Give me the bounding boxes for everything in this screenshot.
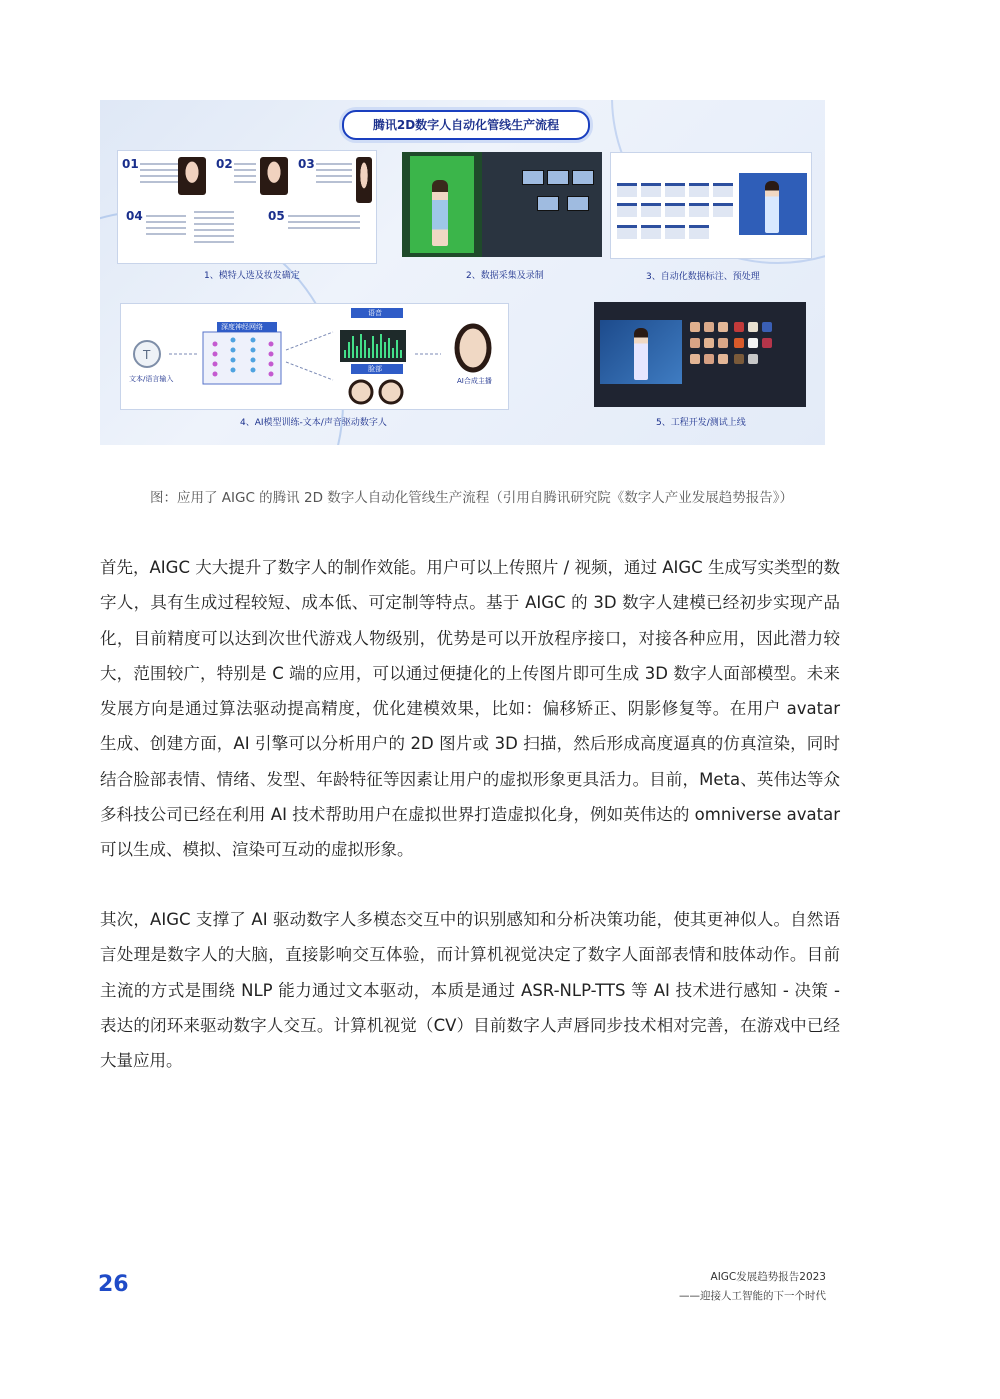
step-label: 1、模特人选及妆发确定 (204, 271, 300, 281)
text-lines (288, 215, 360, 233)
model-body-image (356, 157, 372, 203)
preview-scene (600, 320, 682, 384)
outfit-thumb (734, 322, 744, 332)
model-person (432, 180, 448, 246)
ui-tile (689, 225, 709, 239)
ui-tile (617, 225, 637, 239)
outfit-thumb (748, 322, 758, 332)
text-lines (140, 163, 180, 187)
ui-tile (617, 183, 637, 197)
outfit-thumb (762, 338, 772, 348)
body-paragraph: 首先，AIGC 大大提升了数字人的制作效能。用户可以上传照片 / 视频，通过 AIGC 生成写实类型的数字人，具有生成过程较短、成本低、可定制等特点。基于 AIGC 的 3D 数字人建模已经初步实现产品化，目前精度可以达到次世代游戏人物级别，优势是可以开放程序接口，对接各种应用，因此潜力较大，范围较广，特别是 C 端的应用，可以通过便捷化的上传图片即可生成 3D 数字人面部模型。未来发展方向是通过算法驱动提高精度，优化建模效果，比如：偏移矫正、阴影修复等。在用户 avatar 生成、创建方面，AI 引擎可以分析用户的 2D 图片或 3D 扫描，然后形成高度逼真的仿真渲染，同时结合脸部表情、情绪、发型、年龄特征等因素让用户的虚拟形象更具活力。目前，Meta、英伟达等众多科技公司已经在利用 AI 技术帮助用户在虚拟世界打造虚拟化身，例如英伟达的 omniverse avatar 可以生成、模拟、渲染可互动的虚拟形象。 (100, 558, 840, 860)
preview-stage (739, 173, 807, 235)
ui-tile (689, 203, 709, 217)
avatar-thumb (718, 322, 728, 332)
avatar-thumb (690, 354, 700, 364)
report-title: AIGC发展趋势报告2023 (710, 1271, 826, 1283)
input-label: 文本/语言输入 (129, 375, 174, 383)
step-number: 03 (298, 157, 315, 171)
avatar-thumb (704, 354, 714, 364)
avatar-thumb (704, 338, 714, 348)
outfit-thumb (748, 354, 758, 364)
training-diagram (121, 304, 508, 409)
pipeline-figure (100, 100, 825, 445)
step-number: 05 (268, 209, 285, 223)
ui-tile (617, 203, 637, 217)
figure-caption: 图：应用了 AIGC 的腾讯 2D 数字人自动化管线生产流程（引用自腾讯研究院《数字人产业发展趋势报告》） (150, 490, 794, 506)
step-number: 01 (122, 157, 139, 171)
text-lines (234, 163, 256, 187)
outfit-thumb (762, 322, 772, 332)
ui-tile (689, 183, 709, 197)
ui-tile (665, 225, 685, 239)
ai-anchor-label: AI合成主播 (457, 377, 492, 385)
ui-tile (665, 203, 685, 217)
step-number: 02 (216, 157, 233, 171)
ui-tile (713, 183, 733, 197)
ui-tile (665, 183, 685, 197)
panel-engineering (594, 302, 806, 407)
outfit-thumb (734, 354, 744, 364)
step-label: 3、自动化数据标注、预处理 (646, 272, 760, 282)
model-person (634, 328, 648, 380)
text-lines (194, 211, 234, 247)
panel-model-selection (117, 150, 377, 264)
ui-tile (641, 203, 661, 217)
model-person (765, 181, 779, 233)
report-subtitle: ——迎接人工智能的下一个时代 (679, 1290, 826, 1302)
outfit-thumb (734, 338, 744, 348)
step-label: 5、工程开发/测试上线 (656, 418, 746, 428)
monitor (572, 170, 594, 185)
avatar-thumb (718, 354, 728, 364)
figure-title: 腾讯2D数字人自动化管线生产流程 (342, 110, 590, 140)
monitor (537, 196, 559, 211)
network-label: 深度神经网络 (221, 323, 263, 331)
avatar-thumb (690, 338, 700, 348)
avatar-thumb (718, 338, 728, 348)
monitor (567, 196, 589, 211)
avatar-thumb (704, 322, 714, 332)
ui-tile (641, 225, 661, 239)
outfit-thumb (748, 338, 758, 348)
step-label: 2、数据采集及录制 (466, 271, 544, 281)
page-number: 26 (98, 1272, 129, 1297)
panel-data-annotation (610, 152, 812, 259)
ui-tile (713, 203, 733, 217)
monitor (547, 170, 569, 185)
ai-anchor-face (457, 326, 489, 370)
face-thumb (380, 381, 402, 403)
text-lines (146, 215, 186, 239)
panel-data-capture (402, 152, 602, 257)
ui-tile (641, 183, 661, 197)
voice-label: 语音 (368, 309, 382, 317)
text-lines (316, 163, 352, 187)
body-paragraph: 其次，AIGC 支撑了 AI 驱动数字人多模态交互中的识别感知和分析决策功能，使其更神似人。自然语言处理是数字人的大脑，直接影响交互体验，而计算机视觉决定了数字人面部表情和肢体动作。目前主流的方式是围绕 NLP 能力通过文本驱动，本质是通过 ASR-NLP-TTS 等 AI 技术进行感知 - 决策 - 表达的闭环来驱动数字人交互。计算机视觉（CV）目前数字人声唇同步技术相对完善，在游戏中已经大量应用。 (100, 910, 840, 1071)
face-label: 脸部 (368, 365, 382, 373)
model-face-image (178, 157, 206, 195)
step-number: 04 (126, 209, 143, 223)
model-face-image (260, 157, 288, 195)
avatar-thumb (690, 322, 700, 332)
panel-model-training (120, 303, 509, 410)
step-label: 4、AI模型训练-文本/声音驱动数字人 (240, 418, 387, 428)
voice-waveform (340, 330, 406, 362)
svg-text:T: T (143, 348, 151, 362)
monitor (522, 170, 544, 185)
face-thumb (350, 381, 372, 403)
